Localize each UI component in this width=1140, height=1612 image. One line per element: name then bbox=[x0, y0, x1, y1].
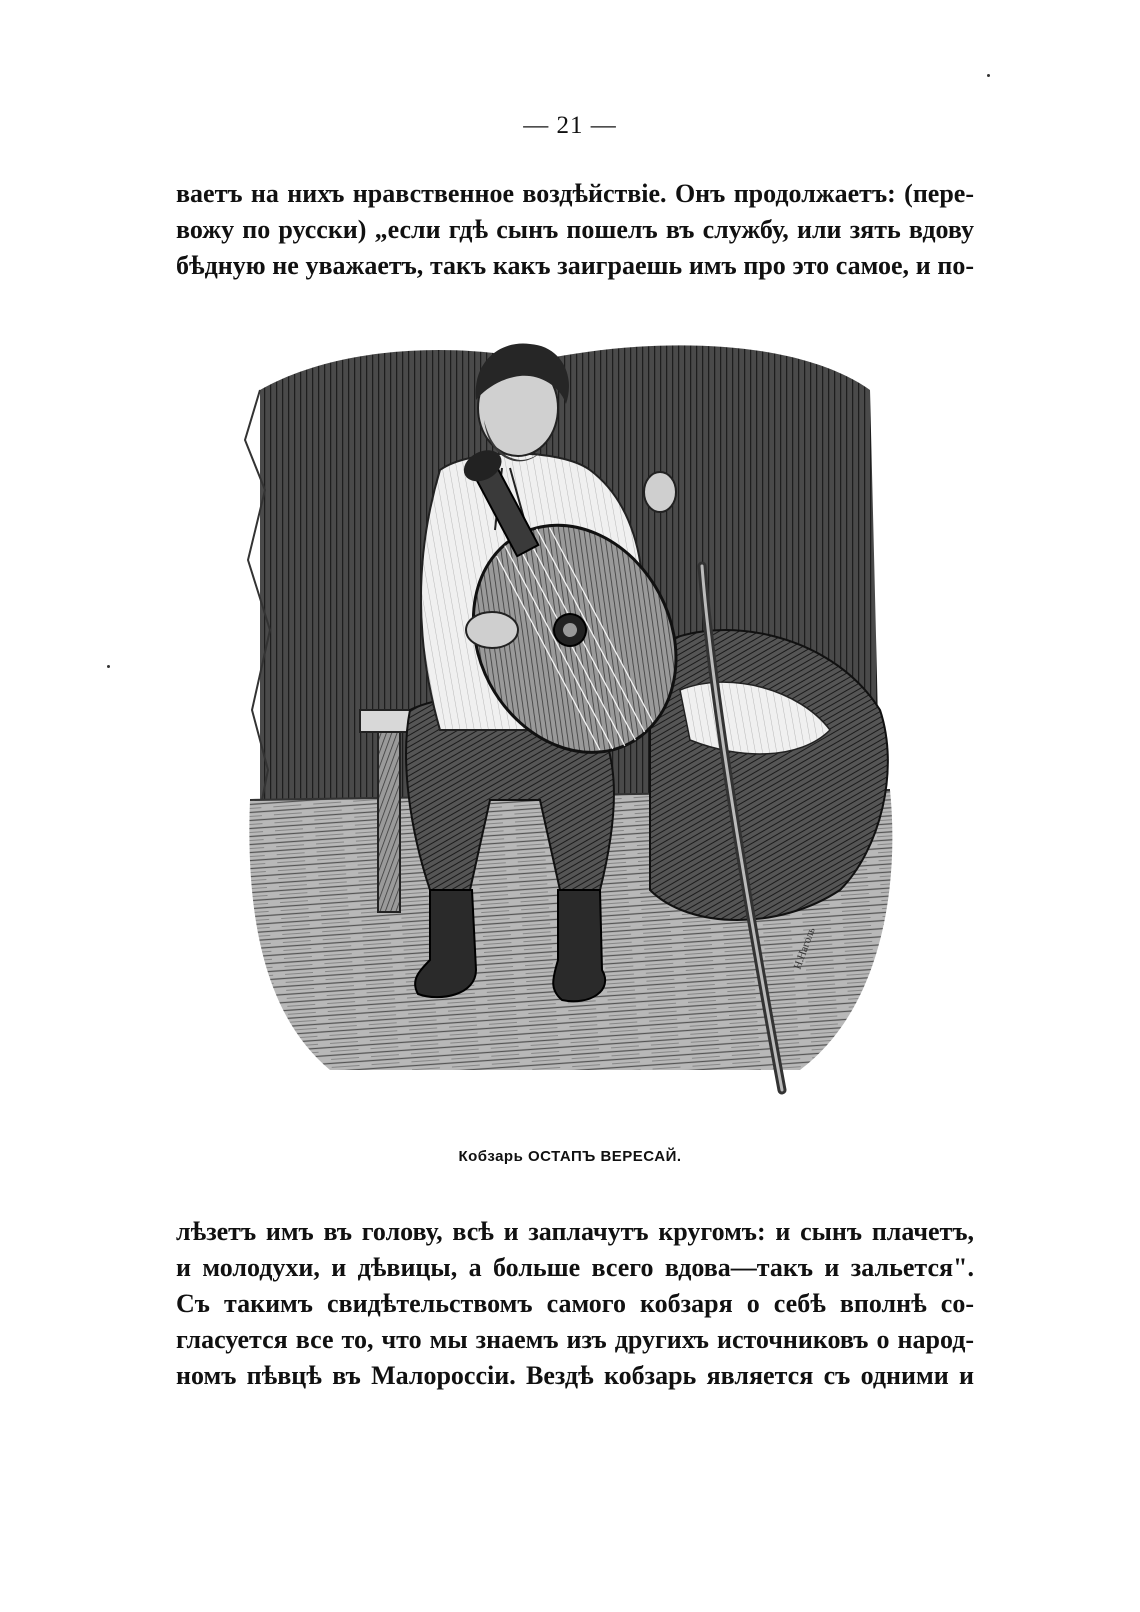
text-line: лѣзетъ имъ въ голову, всѣ и заплачутъ кругомъ: и сынъ плачетъ, bbox=[176, 1217, 974, 1246]
margin-speck bbox=[107, 665, 110, 668]
body-text-top bbox=[176, 176, 974, 284]
text-line: гласуется все то, что мы знаемъ изъ другихъ источниковъ о народ- bbox=[176, 1325, 974, 1354]
svg-text:Н.Наголь: Н.Наголь bbox=[791, 925, 818, 972]
text-line: Съ такимъ свидѣтельствомъ самого кобзаря о себѣ вполнѣ со- bbox=[176, 1289, 974, 1318]
margin-speck bbox=[987, 74, 990, 77]
text-line: вожу по русски) „если гдѣ сынъ пошелъ въ службу, или зять вдову bbox=[176, 215, 974, 244]
illustration-caption: Кобзарь ОСТАПЪ ВЕРЕСАЙ. bbox=[458, 1148, 682, 1165]
text-line: и молодухи, и дѣвицы, а больше всего вдова—такъ и зальется". bbox=[176, 1253, 974, 1282]
text-line: ваетъ на нихъ нравственное воздѣйствіе. Онъ продолжаетъ: (пере- bbox=[176, 179, 974, 208]
page-number: — 21 — bbox=[523, 112, 617, 139]
text-line: номъ пѣвцѣ въ Малороссіи. Вездѣ кобзарь является съ одними и bbox=[176, 1361, 974, 1390]
body-text-bottom bbox=[176, 1214, 974, 1394]
kobzar-engraving bbox=[240, 330, 900, 1130]
text-line: бѣдную не уважаетъ, такъ какъ заиграешь имъ про это самое, и по- bbox=[176, 251, 974, 280]
